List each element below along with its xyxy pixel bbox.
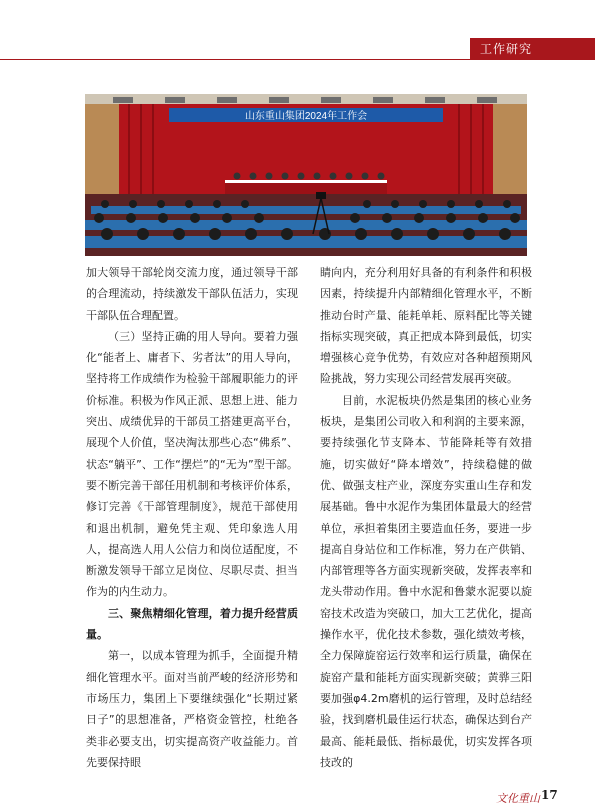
section-label: 工作研究 [470, 38, 595, 60]
page-number: 17 [541, 788, 558, 802]
paragraph: 目前，水泥板块仍然是集团的核心业务板块，是集团公司收入和利润的主要来源，要持续强化节支降本、节能降耗等有效措施，切实做好“降本增效”，持续稳健的做优、做强支柱产业，深度夯实重山生存和发展基础。鲁中水泥作为集团体量最大的经营单位，承担着集团主要造血任务，要进一步提高自身站位和工作标准，努力在产供销、内部管理等各方面实现新突破，发挥表率和龙头带动作用。鲁中水泥和鲁蒙水泥要以旋窑技术改造为突破口，加大工艺优化，提高操作水平，优化技术参数，强化绩效考核，全力保障旋窑运行效率和运行质量，确保在旋窑产量和能耗方面实现新突破；黄骅三阳要加强φ4.2m磨机的运行管理，及时总结经验，找到磨机最佳运行状态，确保达到台产最高、能耗最低、指标最优，切实发挥各项技改的 [320, 393, 532, 769]
paragraph: 加大领导干部轮岗交流力度，通过领导干部的合理流动，持续激发干部队伍活力，实现干部队伍合理配置。 [86, 266, 298, 322]
magazine-logo: 文化重山 [496, 792, 540, 805]
conference-photo [85, 94, 527, 256]
banner-text: 山东重山集团2024年工作会 [244, 111, 368, 122]
header-rule [0, 59, 595, 60]
section-heading: 三、聚焦精细化管理，着力提升经营质量。 [86, 606, 298, 642]
right-column [320, 262, 532, 773]
left-column [86, 262, 298, 773]
paragraph: 睛向内，充分利用好具备的有利条件和积极因素，持续提升内部精细化管理水平，不断推动台时产量、能耗单耗、原料配比等关键指标实现突破，真正把成本降到最低，切实增强核心竞争优势，有效应对各种超预期风险挑战，努力实现公司经营发展再突破。 [320, 266, 532, 386]
paragraph: （三）坚持正确的用人导向。要着力强化“能者上、庸者下、劣者汰”的用人导向，坚持将工作成绩作为检验干部履职能力的评价标准。积极为作风正派、思想上进、能力突出、成绩优异的干部员工搭建更高平台，展现个人价值，坚决淘汰那些心态“佛系”、状态“躺平”、工作“摆烂”的“无为”型干部。要不断完善干部任用机制和考核评价体系，修订完善《干部管理制度》，规范干部使用和退出机制，避免凭主观、凭印象选人用人，提高选人用人公信力和岗位适配度，不断激发领导干部立足岗位、尽职尽责、担当作为的内生动力。 [86, 329, 298, 599]
paragraph: 第一，以成本管理为抓手，全面提升精细化管理水平。面对当前严峻的经济形势和市场压力，集团上下要继续强化“长期过紧日子”的思想准备，严格资金管控，杜绝各类非必要支出，切实提高资产收益能力。首先要保持眼 [86, 649, 298, 769]
